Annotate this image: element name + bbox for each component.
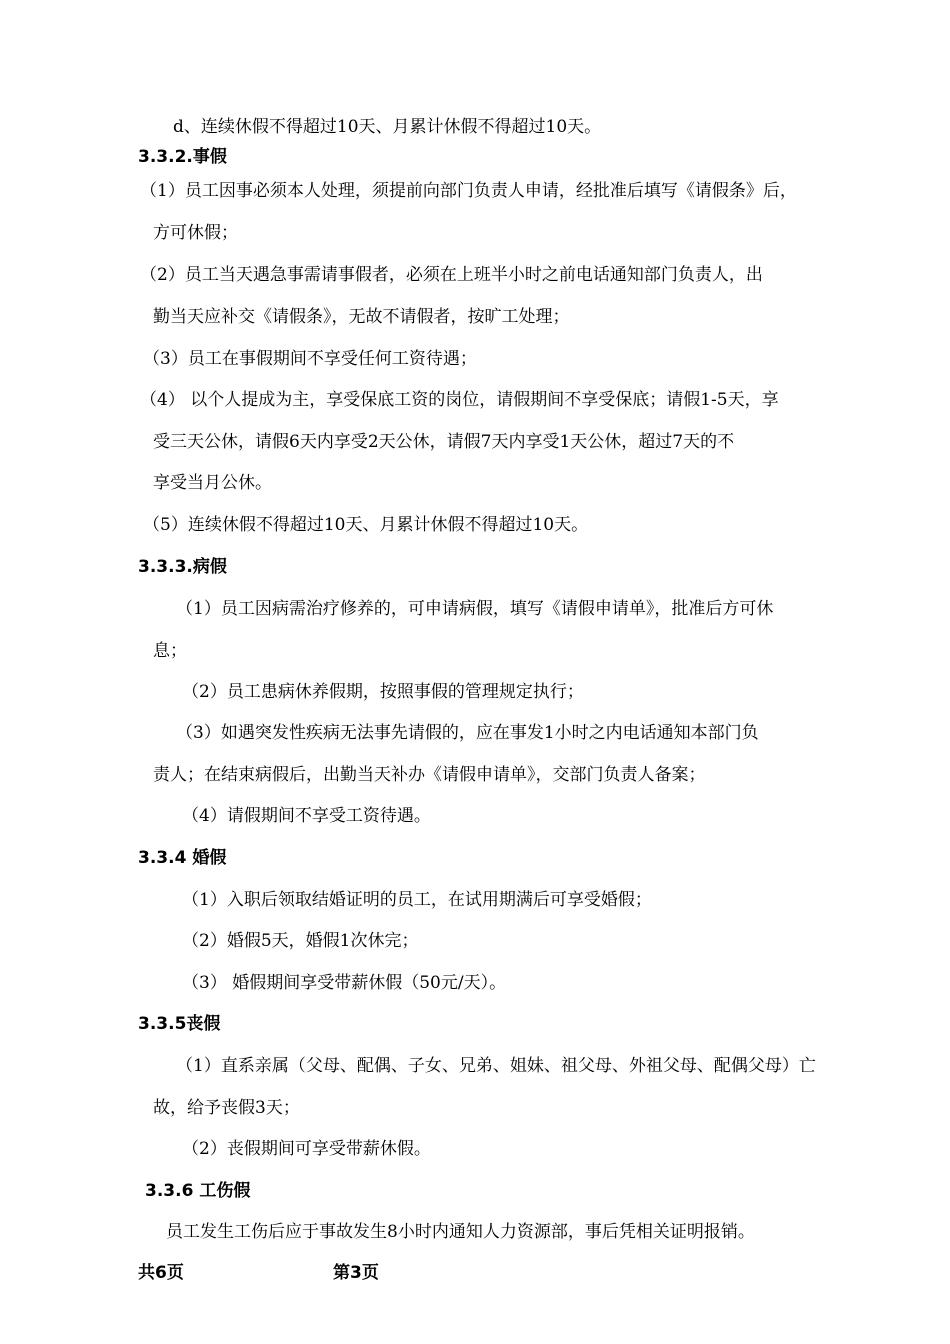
- text-line: 勤当天应补交《请假条》，无故不请假者，按旷工处理；: [153, 307, 570, 327]
- text-line: （5）连续休假不得超过10天、月累计休假不得超过10天。: [143, 515, 589, 535]
- text-line: （3） 婚假期间享受带薪休假（50元/天）。: [182, 973, 507, 993]
- text-line: 享受当月公休。: [153, 473, 272, 493]
- heading-3-3-2: 3.3.2.事假: [138, 147, 227, 167]
- text-line: （1）员工因病需治疗修养的，可申请病假，填写《请假申请单》，批准后方可休: [176, 599, 774, 619]
- text-line: （2）婚假5天，婚假1次休完；: [182, 931, 419, 951]
- text-line: （2）丧假期间可享受带薪休假。: [182, 1139, 431, 1159]
- text-line: （4） 以个人提成为主，享受保底工资的岗位，请假期间不享受保底；请假1-5天，享: [140, 390, 779, 410]
- heading-3-3-3: 3.3.3.病假: [138, 557, 227, 577]
- heading-3-3-6: 3.3.6 工伤假: [145, 1181, 251, 1201]
- text-line: 方可休假；: [153, 223, 238, 243]
- text-line: 故，给予丧假3天；: [153, 1098, 300, 1118]
- text-line-d: d、连续休假不得超过10天、月累计休假不得超过10天。: [173, 117, 602, 137]
- text-line: （1）员工因事必须本人处理，须提前向部门负责人申请，经批准后填写《请假条》后，: [140, 181, 797, 201]
- text-line: （2）员工当天遇急事需请事假者，必须在上班半小时之前电话通知部门负责人，出: [140, 265, 763, 285]
- heading-3-3-5: 3.3.5丧假: [138, 1014, 221, 1034]
- text-line: 员工发生工伤后应于事故发生8小时内通知人力资源部，事后凭相关证明报销。: [166, 1222, 755, 1242]
- text-line: （3）如遇突发性疾病无法事先请假的，应在事发1小时之内电话通知本部门负: [176, 723, 759, 743]
- text-line: （3）员工在事假期间不享受任何工资待遇；: [143, 349, 477, 369]
- heading-3-3-4: 3.3.4 婚假: [138, 848, 227, 868]
- text-line: （2）员工患病休养假期，按照事假的管理规定执行；: [182, 682, 584, 702]
- text-line: （4）请假期间不享受工资待遇。: [182, 806, 431, 826]
- text-line: （1）直系亲属（父母、配偶、子女、兄弟、姐妹、祖父母、外祖父母、配偶父母）亡: [176, 1056, 816, 1076]
- page-total: 共6页: [138, 1263, 184, 1283]
- text-line: （1）入职后领取结婚证明的员工，在试用期满后可享受婚假；: [182, 890, 652, 910]
- text-line: 息；: [153, 641, 187, 661]
- text-line: 责人；在结束病假后，出勤当天补办《请假申请单》，交部门负责人备案；: [153, 765, 706, 785]
- page-number: 第3页: [333, 1263, 379, 1283]
- text-line: 受三天公休，请假6天内享受2天公休，请假7天内享受1天公休，超过7天的不: [153, 432, 735, 452]
